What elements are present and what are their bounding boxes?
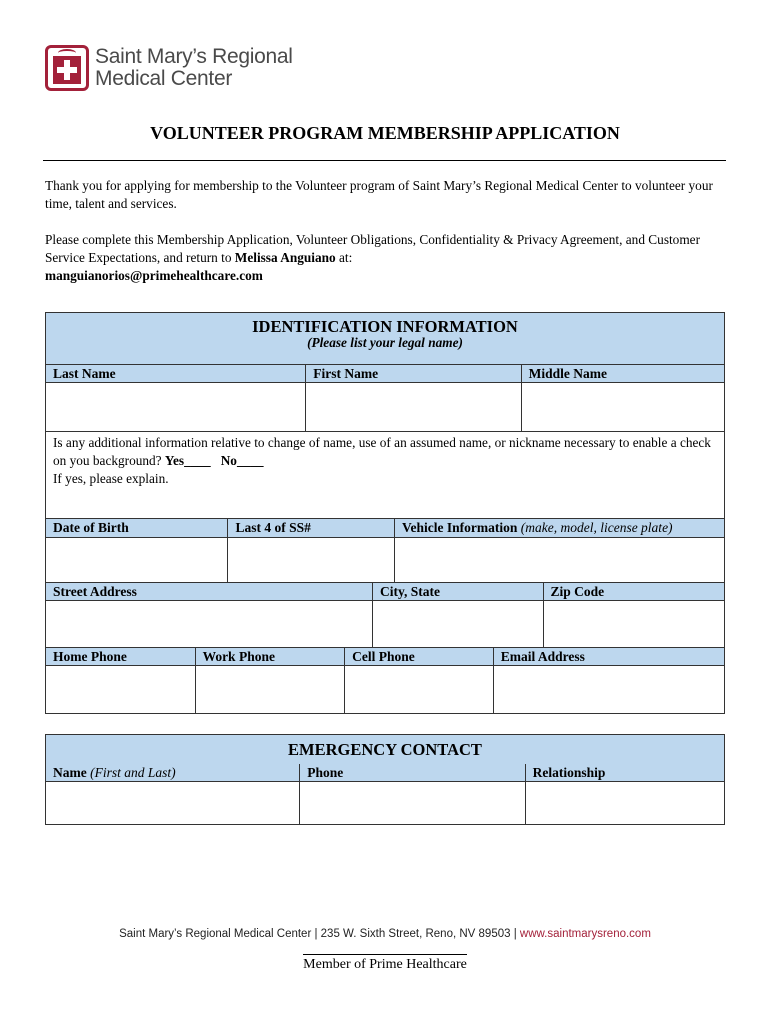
cell-phone-label: Cell Phone	[345, 648, 494, 666]
zip-field[interactable]	[544, 601, 724, 648]
footer-address: Saint Mary’s Regional Medical Center | 235 W. Sixth Street, Reno, NV 89503 | www.saintmarysreno.com	[119, 928, 651, 940]
name-change-question[interactable]: Is any additional information relative to change of name, use of an assumed name, or nickname necessary to enable a check on you background? Yes____ No____ If yes, please explain.	[46, 432, 724, 519]
org-logo	[45, 45, 293, 91]
title-divider	[43, 160, 726, 161]
first-name-label: First Name	[306, 365, 521, 383]
section-title: IDENTIFICATION INFORMATION	[252, 317, 518, 336]
contact-name-field[interactable]	[46, 782, 300, 824]
middle-name-label: Middle Name	[522, 365, 724, 383]
member-note: Member of Prime Healthcare	[0, 954, 770, 973]
dob-label: Date of Birth	[46, 519, 228, 538]
medical-cross-icon	[45, 45, 89, 91]
zip-label: Zip Code	[544, 583, 724, 601]
section-subtitle: (Please list your legal name)	[307, 335, 463, 350]
identification-header	[46, 313, 724, 365]
dob-field[interactable]	[46, 538, 228, 583]
middle-name-field[interactable]	[522, 383, 724, 432]
home-phone-field[interactable]	[46, 666, 196, 713]
instructions-paragraph: Please complete this Membership Application, Volunteer Obligations, Confidentiality & Privacy Agreement, and Customer Service Expectations, and return to Melissa Anguiano at: manguianorios@primehealthcare.com	[45, 232, 701, 283]
vehicle-field[interactable]	[395, 538, 724, 583]
org-name	[95, 46, 293, 90]
relationship-field[interactable]	[526, 782, 724, 824]
street-label: Street Address	[46, 583, 373, 601]
ssn-field[interactable]	[228, 538, 395, 583]
identification-section	[45, 312, 725, 714]
section-title: EMERGENCY CONTACT	[288, 740, 482, 759]
last-name-label: Last Name	[46, 365, 306, 383]
work-phone-label: Work Phone	[196, 648, 346, 666]
contact-name-label: Name (First and Last)	[46, 764, 300, 782]
first-name-field[interactable]	[306, 383, 521, 432]
no-option[interactable]: No____	[220, 453, 264, 468]
yes-option[interactable]: Yes____	[164, 453, 211, 468]
org-name-line1: Saint Mary’s Regional	[95, 45, 293, 68]
street-field[interactable]	[46, 601, 373, 648]
intro-paragraph: Thank you for applying for membership to the Volunteer program of Saint Mary’s Regional Medical Center to volunteer your time, talent and services.	[45, 178, 713, 211]
email-field[interactable]	[494, 666, 724, 713]
city-state-field[interactable]	[373, 601, 544, 648]
emergency-contact-section	[45, 734, 725, 825]
emergency-header	[46, 735, 724, 764]
work-phone-field[interactable]	[196, 666, 346, 713]
home-phone-label: Home Phone	[46, 648, 196, 666]
website-link[interactable]: www.saintmarysreno.com	[519, 928, 651, 940]
vehicle-label: Vehicle Information (make, model, license plate)	[395, 519, 724, 538]
ssn-label: Last 4 of SS#	[228, 519, 395, 538]
org-name-line2: Medical Center	[95, 67, 233, 90]
contact-phone-label: Phone	[300, 764, 525, 782]
city-state-label: City, State	[373, 583, 544, 601]
last-name-field[interactable]	[46, 383, 306, 432]
relationship-label: Relationship	[526, 764, 724, 782]
contact-name: Melissa Anguiano	[234, 250, 336, 265]
document-title: VOLUNTEER PROGRAM MEMBERSHIP APPLICATION	[150, 123, 620, 143]
contact-phone-field[interactable]	[300, 782, 525, 824]
email-label: Email Address	[494, 648, 724, 666]
contact-email: manguianorios@primehealthcare.com	[45, 268, 263, 283]
cell-phone-field[interactable]	[345, 666, 494, 713]
